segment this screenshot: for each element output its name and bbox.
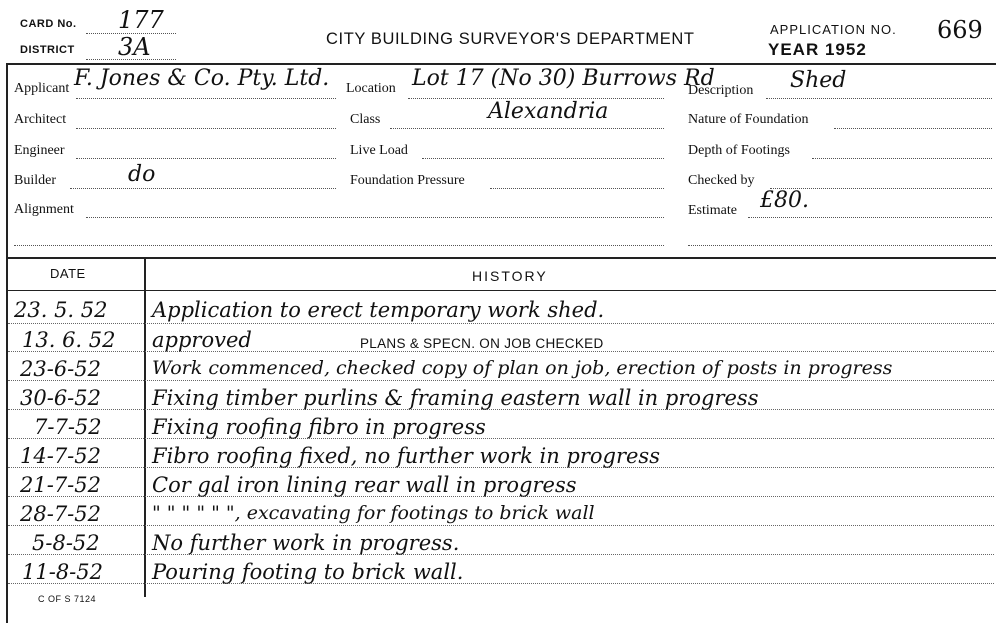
foundation-pressure-label: Foundation Pressure — [350, 173, 465, 188]
history-entry: Fibro roofing fixed, no further work in progress — [152, 444, 660, 468]
architect-label: Architect — [14, 112, 67, 127]
history-entry: Pouring footing to brick wall. — [152, 560, 464, 584]
class-value: Alexandria — [488, 99, 609, 124]
history-entry: Work commenced, checked copy of plan on job, erection of posts in progress — [152, 357, 893, 379]
builder-value: do — [128, 162, 156, 187]
engineer-label: Engineer — [14, 143, 65, 158]
history-date: 30-6-52 — [20, 386, 101, 410]
history-entry: Fixing timber purlins & framing eastern wall in progress — [152, 386, 759, 410]
depth-of-footings-label: Depth of Footings — [688, 143, 790, 158]
history-date: 5-8-52 — [32, 531, 100, 555]
history-entry: No further work in progress. — [152, 531, 460, 555]
history-date: 13. 6. 52 — [22, 328, 116, 352]
history-date: 28-7-52 — [20, 502, 101, 526]
history-entry: Fixing roofing fibro in progress — [152, 415, 486, 439]
department-title: CITY BUILDING SURVEYOR'S DEPARTMENT — [326, 30, 695, 48]
live-load-label: Live Load — [350, 143, 408, 158]
date-header: DATE — [50, 266, 86, 281]
card-no-value: 177 — [118, 6, 164, 34]
nature-of-foundation-label: Nature of Foundation — [688, 112, 809, 127]
history-header: HISTORY — [472, 268, 548, 284]
applicant-value: F. Jones & Co. Pty. Ltd. — [74, 66, 330, 91]
district-label: DISTRICT — [20, 44, 75, 56]
district-value: 3A — [118, 33, 151, 61]
location-value: Lot 17 (No 30) Burrows Rd — [412, 66, 715, 91]
history-entry: Cor gal iron lining rear wall in progress — [152, 473, 577, 497]
history-entry: approved — [152, 328, 252, 352]
checked-by-label: Checked by — [688, 173, 755, 188]
history-entry: " " " " " ", excavating for footings to brick wall — [152, 502, 595, 524]
history-date: 7-7-52 — [34, 415, 102, 439]
class-label: Class — [350, 112, 381, 127]
history-date: 23-6-52 — [20, 357, 101, 381]
application-no-value: 669 — [937, 16, 983, 44]
history-date: 23. 5. 52 — [14, 298, 108, 322]
history-entry: Application to erect temporary work shed. — [152, 298, 605, 322]
history-date: 11-8-52 — [22, 560, 103, 584]
history-date: 21-7-52 — [20, 473, 101, 497]
history-date: 14-7-52 — [20, 444, 101, 468]
estimate-value: £80. — [760, 188, 809, 213]
card-no-label: CARD No. — [20, 18, 77, 30]
applicant-label: Applicant — [14, 81, 70, 96]
form-code: C OF S 7124 — [38, 594, 97, 604]
estimate-label: Estimate — [688, 203, 737, 218]
description-value: Shed — [790, 68, 847, 93]
builder-label: Builder — [14, 173, 56, 188]
description-label: Description — [688, 83, 754, 98]
plans-checked-stamp: PLANS & SPECN. ON JOB CHECKED — [360, 336, 604, 351]
location-label: Location — [346, 81, 396, 96]
application-no-label: APPLICATION NO. — [770, 22, 897, 37]
alignment-label: Alignment — [14, 202, 74, 217]
year-label: YEAR 1952 — [768, 40, 867, 59]
